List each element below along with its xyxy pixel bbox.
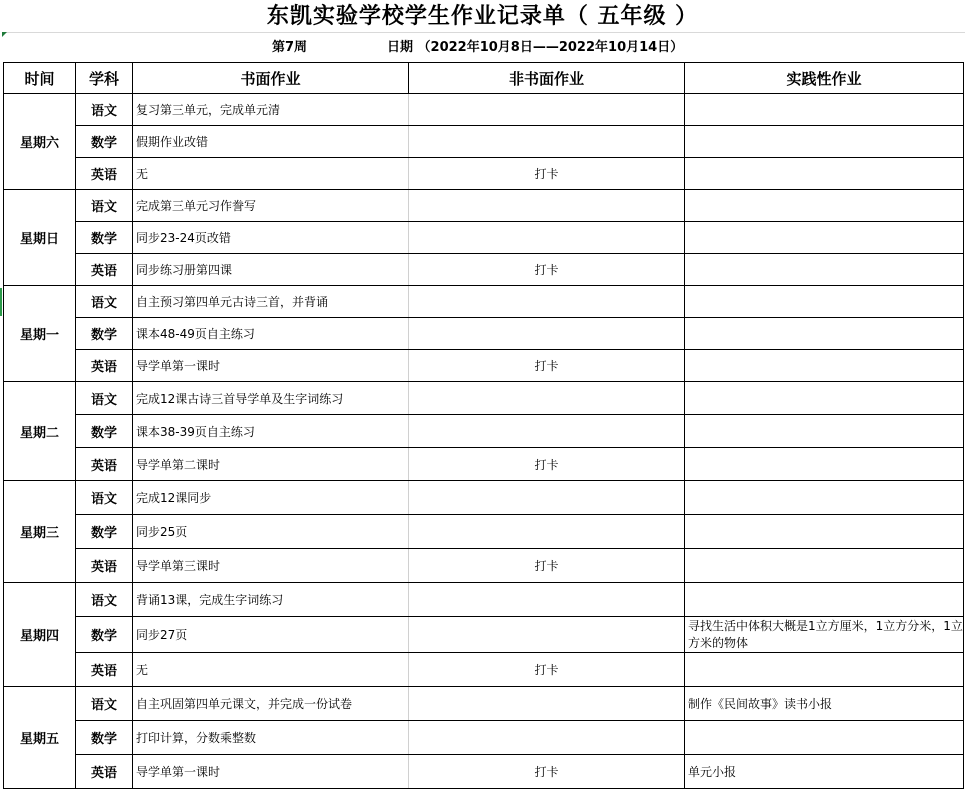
subject-cell[interactable]: 英语	[76, 653, 133, 687]
written-homework-cell[interactable]: 同步练习册第四课	[133, 254, 409, 286]
subject-cell[interactable]: 语文	[76, 583, 133, 617]
practical-homework-cell[interactable]	[685, 126, 964, 158]
non-written-homework-cell[interactable]	[409, 222, 685, 254]
non-written-homework-cell[interactable]: 打卡	[409, 755, 685, 789]
subject-cell[interactable]: 英语	[76, 350, 133, 382]
non-written-homework-cell[interactable]: 打卡	[409, 158, 685, 190]
practical-homework-cell[interactable]	[685, 94, 964, 126]
table-row	[4, 515, 964, 549]
written-homework-cell[interactable]: 复习第三单元，完成单元清	[133, 94, 409, 126]
table-row	[4, 222, 964, 254]
week-label: 第7周	[272, 40, 308, 55]
subject-cell[interactable]: 语文	[76, 286, 133, 318]
subject-cell[interactable]: 英语	[76, 755, 133, 789]
table-row	[4, 318, 964, 350]
header-written: 书面作业	[133, 63, 409, 94]
practical-homework-cell[interactable]	[685, 318, 964, 350]
non-written-homework-cell[interactable]	[409, 721, 685, 755]
practical-homework-cell[interactable]	[685, 254, 964, 286]
practical-homework-cell[interactable]	[685, 549, 964, 583]
homework-table	[3, 62, 964, 789]
practical-homework-cell[interactable]: 制作《民间故事》读书小报	[685, 687, 964, 721]
subject-cell[interactable]: 数学	[76, 126, 133, 158]
non-written-homework-cell[interactable]	[409, 126, 685, 158]
practical-homework-cell[interactable]	[685, 190, 964, 222]
day-cell[interactable]: 星期五	[4, 687, 76, 789]
day-cell[interactable]: 星期四	[4, 583, 76, 687]
non-written-homework-cell[interactable]	[409, 94, 685, 126]
practical-homework-cell[interactable]	[685, 721, 964, 755]
day-cell[interactable]: 星期二	[4, 382, 76, 481]
cell-corner-marker	[2, 32, 7, 37]
non-written-homework-cell[interactable]	[409, 318, 685, 350]
written-homework-cell[interactable]: 同步23-24页改错	[133, 222, 409, 254]
subject-cell[interactable]: 数学	[76, 721, 133, 755]
written-homework-cell[interactable]: 背诵13课，完成生字词练习	[133, 583, 409, 617]
table-row	[4, 687, 964, 721]
header-time: 时间	[4, 63, 76, 94]
subject-cell[interactable]: 数学	[76, 222, 133, 254]
practical-homework-cell[interactable]	[685, 350, 964, 382]
subject-cell[interactable]: 英语	[76, 158, 133, 190]
written-homework-cell[interactable]: 无	[133, 158, 409, 190]
subject-cell[interactable]: 数学	[76, 415, 133, 448]
sheet-title: 东凯实验学校学生作业记录单（ 五年级 ）	[266, 4, 699, 29]
practical-homework-cell[interactable]	[685, 583, 964, 617]
practical-homework-cell[interactable]: 寻找生活中体积大概是1立方厘米，1立方分米，1立方米的物体	[685, 617, 964, 653]
written-homework-cell[interactable]: 打印计算，分数乘整数	[133, 721, 409, 755]
table-row	[4, 254, 964, 286]
subject-cell[interactable]: 语文	[76, 382, 133, 415]
header-row	[4, 63, 964, 94]
subject-cell[interactable]: 英语	[76, 254, 133, 286]
non-written-homework-cell[interactable]	[409, 583, 685, 617]
written-homework-cell[interactable]: 导学单第二课时	[133, 448, 409, 481]
day-cell[interactable]: 星期日	[4, 190, 76, 286]
subject-cell[interactable]: 英语	[76, 549, 133, 583]
non-written-homework-cell[interactable]: 打卡	[409, 350, 685, 382]
table-row	[4, 286, 964, 318]
grid-line	[3, 32, 965, 33]
non-written-homework-cell[interactable]: 打卡	[409, 448, 685, 481]
practical-homework-cell[interactable]	[685, 481, 964, 515]
subject-cell[interactable]: 数学	[76, 318, 133, 350]
practical-homework-cell[interactable]	[685, 286, 964, 318]
day-cell[interactable]: 星期六	[4, 94, 76, 190]
subject-cell[interactable]: 语文	[76, 190, 133, 222]
written-homework-cell[interactable]: 导学单第一课时	[133, 755, 409, 789]
subject-cell[interactable]: 英语	[76, 448, 133, 481]
written-homework-cell[interactable]: 完成第三单元习作誊写	[133, 190, 409, 222]
practical-homework-cell[interactable]	[685, 515, 964, 549]
table-row	[4, 755, 964, 789]
day-cell[interactable]: 星期三	[4, 481, 76, 583]
subject-cell[interactable]: 语文	[76, 481, 133, 515]
table-row	[4, 350, 964, 382]
date-range: 日期 （2022年10月8日——2022年10月14日）	[387, 40, 684, 55]
non-written-homework-cell[interactable]	[409, 382, 685, 415]
non-written-homework-cell[interactable]	[409, 190, 685, 222]
table-body	[4, 94, 964, 789]
table-row	[4, 126, 964, 158]
table-row	[4, 190, 964, 222]
written-homework-cell[interactable]: 无	[133, 653, 409, 687]
written-homework-cell[interactable]: 完成12课同步	[133, 481, 409, 515]
subject-cell[interactable]: 语文	[76, 94, 133, 126]
practical-homework-cell[interactable]	[685, 158, 964, 190]
table-row	[4, 158, 964, 190]
practical-homework-cell[interactable]: 单元小报	[685, 755, 964, 789]
non-written-homework-cell[interactable]	[409, 481, 685, 515]
practical-homework-cell[interactable]	[685, 653, 964, 687]
table-row	[4, 382, 964, 415]
table-row	[4, 721, 964, 755]
subject-cell[interactable]: 数学	[76, 515, 133, 549]
written-homework-cell[interactable]: 自主预习第四单元古诗三首，并背诵	[133, 286, 409, 318]
practical-homework-cell[interactable]	[685, 415, 964, 448]
table-row	[4, 415, 964, 448]
table-row	[4, 481, 964, 515]
table-row	[4, 583, 964, 617]
subject-cell[interactable]: 数学	[76, 617, 133, 653]
non-written-homework-cell[interactable]	[409, 286, 685, 318]
non-written-homework-cell[interactable]	[409, 617, 685, 653]
header-non-written: 非书面作业	[409, 63, 685, 94]
header-practical: 实践性作业	[685, 63, 964, 94]
table-row	[4, 617, 964, 653]
written-homework-cell[interactable]: 同步27页	[133, 617, 409, 653]
day-cell[interactable]: 星期一	[4, 286, 76, 382]
non-written-homework-cell[interactable]	[409, 415, 685, 448]
written-homework-cell[interactable]: 自主巩固第四单元课文，并完成一份试卷	[133, 687, 409, 721]
row-selection-marker	[0, 288, 2, 316]
written-homework-cell[interactable]: 导学单第三课时	[133, 549, 409, 583]
table-row	[4, 448, 964, 481]
non-written-homework-cell[interactable]: 打卡	[409, 549, 685, 583]
non-written-homework-cell[interactable]	[409, 687, 685, 721]
practical-homework-cell[interactable]	[685, 382, 964, 415]
non-written-homework-cell[interactable]: 打卡	[409, 254, 685, 286]
practical-homework-cell[interactable]	[685, 448, 964, 481]
subject-cell[interactable]: 语文	[76, 687, 133, 721]
practical-homework-cell[interactable]	[685, 222, 964, 254]
table-row	[4, 653, 964, 687]
non-written-homework-cell[interactable]: 打卡	[409, 653, 685, 687]
written-homework-cell[interactable]: 课本38-39页自主练习	[133, 415, 409, 448]
non-written-homework-cell[interactable]	[409, 515, 685, 549]
written-homework-cell[interactable]: 完成12课古诗三首导学单及生字词练习	[133, 382, 409, 415]
written-homework-cell[interactable]: 导学单第一课时	[133, 350, 409, 382]
written-homework-cell[interactable]: 同步25页	[133, 515, 409, 549]
written-homework-cell[interactable]: 假期作业改错	[133, 126, 409, 158]
table-row	[4, 94, 964, 126]
written-homework-cell[interactable]: 课本48-49页自主练习	[133, 318, 409, 350]
header-subject: 学科	[76, 63, 133, 94]
table-row	[4, 549, 964, 583]
